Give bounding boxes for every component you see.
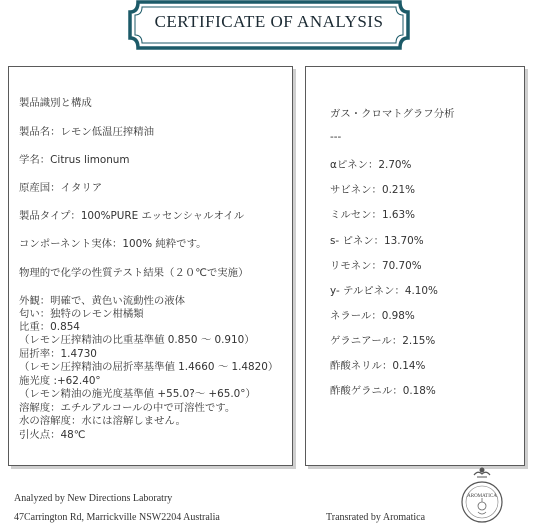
- page-title: CERTIFICATE OF ANALYSIS: [154, 12, 384, 31]
- lab-credit: Analyzed by New Directions Laboratry: [14, 493, 173, 504]
- product-type: 製品タイプ：100%PURE エッセンシャルオイル: [19, 210, 245, 222]
- scientific-name: 学名：Citrus limonum: [19, 154, 130, 166]
- specific-gravity-standard: （レモン圧搾精油の比重基準値 0.850 ～ 0.910）: [19, 334, 255, 346]
- gc-item: 酢酸ゲラニル：0.18%: [330, 385, 436, 397]
- specific-gravity: 比重：0.854: [19, 321, 80, 333]
- gc-item: ゲラニアール：2.15%: [330, 335, 436, 347]
- gc-item: y- テルピネン：4.10%: [330, 285, 438, 297]
- gc-heading: ガス・クロマトグラフ分析: [330, 108, 455, 120]
- gc-separator: ---: [330, 131, 342, 143]
- product-info-panel: [8, 66, 293, 466]
- appearance: 外観：明確で、黄色い流動性の液体: [19, 295, 186, 307]
- gc-item: s- ピネン：13.70%: [330, 235, 424, 247]
- aromatica-seal-icon: [460, 466, 504, 528]
- water-solubility: 水の溶解度：水には溶解しません。: [19, 415, 186, 427]
- translator-credit: Transrated by Aromatica: [326, 512, 426, 523]
- title-banner: [128, 0, 410, 50]
- product-name: 製品名：レモン低温圧搾精油: [19, 126, 155, 138]
- gc-item: ミルセン：1.63%: [330, 209, 415, 221]
- section-heading: 製品識別と構成: [19, 97, 92, 109]
- gc-item: リモネン：70.70%: [330, 260, 422, 272]
- lab-address: 47Carrington Rd, Marrickville NSW2204 Australia: [14, 512, 220, 523]
- gc-item: サビネン：0.21%: [330, 184, 415, 196]
- gc-item: αピネン：2.70%: [330, 159, 412, 171]
- gc-item: ネラール：0.98%: [330, 310, 415, 322]
- refractive-index: 屈折率：1.4730: [19, 348, 97, 360]
- origin-country: 原産国：イタリア: [19, 182, 103, 194]
- optical-rotation-standard: （レモン精油の施光度基準値 +55.0?～ +65.0°）: [19, 388, 256, 400]
- gc-item: 酢酸ネリル：0.14%: [330, 360, 426, 372]
- odor: 匂い：独特のレモン柑橘類: [19, 308, 144, 320]
- test-results-heading: 物理的で化学の性質テスト結果（２０℃で実施）: [19, 267, 249, 279]
- refractive-index-standard: （レモン圧搾精油の屈折率基準値 1.4660 ～ 1.4820）: [19, 361, 279, 373]
- optical-rotation: 施光度 :+62.40°: [19, 375, 101, 387]
- svg-text:AROMATICA: AROMATICA: [467, 494, 497, 499]
- flash-point: 引火点：48℃: [19, 429, 86, 441]
- solubility: 溶解度：エチルアルコールの中で可溶性です。: [19, 402, 236, 414]
- component-entity: コンポーネント実体：100% 純粋です。: [19, 238, 207, 250]
- gc-analysis-panel: [305, 66, 525, 466]
